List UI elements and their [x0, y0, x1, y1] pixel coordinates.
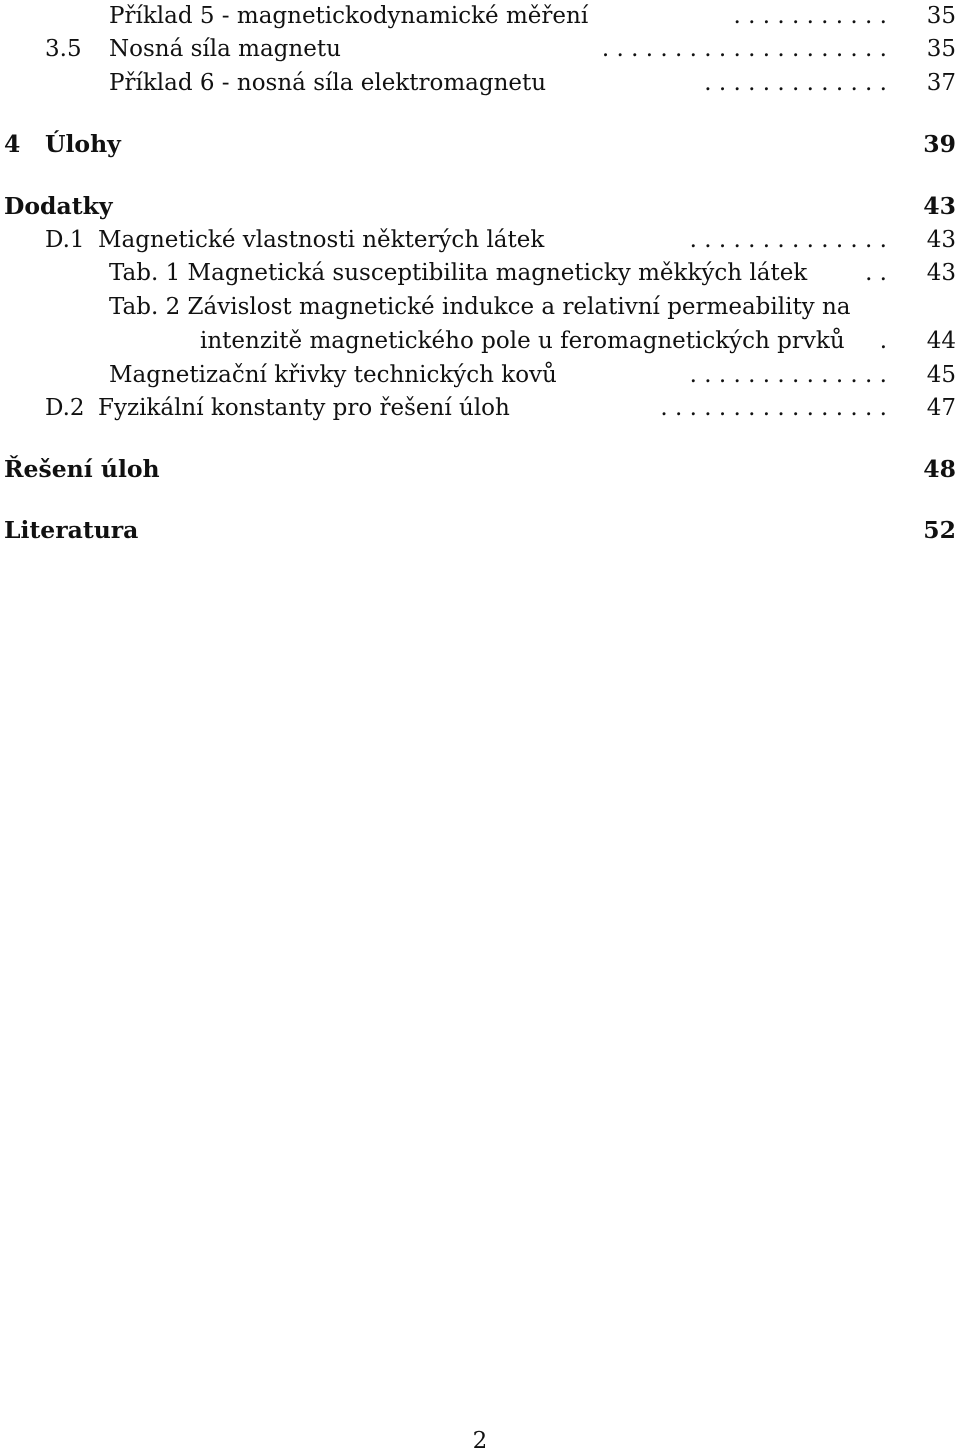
toc-page-number: 45: [926, 362, 956, 388]
toc-page-number: 43: [926, 260, 956, 286]
leader-dots: .: [879, 328, 887, 354]
toc-chapter-number: 4: [4, 130, 21, 158]
toc-page-number: 37: [926, 70, 956, 96]
toc-entry[interactable]: [0, 1, 960, 31]
toc-entry[interactable]: [0, 258, 960, 288]
toc-page-number: 47: [926, 395, 956, 421]
toc-chapter-title: Úlohy: [45, 130, 121, 158]
toc-entry[interactable]: [0, 68, 960, 98]
toc-entry[interactable]: [0, 225, 960, 255]
leader-dots: . . . . . . . . . . . . . .: [689, 362, 887, 388]
toc-chapter-title: Literatura: [4, 516, 139, 544]
toc-entry-title: Magnetické vlastnosti některých látek: [98, 227, 545, 253]
toc-section-number: 3.5: [45, 36, 82, 62]
toc-entry[interactable]: [0, 393, 960, 423]
leader-dots: . . . . . . . . . . . . . .: [689, 227, 887, 253]
toc-chapter-title: Řešení úloh: [4, 455, 160, 483]
leader-dots: . . . . . . . . . . . . .: [704, 70, 887, 96]
toc-page-number: 44: [926, 328, 956, 354]
leader-dots: . .: [865, 260, 887, 286]
toc-entry-title: Nosná síla magnetu: [109, 36, 341, 62]
toc-entry-title: Tab. 1 Magnetická susceptibilita magneticky měkkých látek: [109, 260, 808, 286]
page-number: 2: [472, 1428, 488, 1454]
toc-chapter[interactable]: [0, 129, 960, 159]
toc-entry-title: Tab. 2 Závislost magnetické indukce a relativní permeability na: [109, 294, 851, 320]
toc-entry[interactable]: [0, 34, 960, 64]
toc-entry-title: Příklad 6 - nosná síla elektromagnetu: [109, 70, 547, 96]
toc-page-number: 39: [923, 130, 956, 158]
toc-page-number: 43: [923, 192, 956, 220]
toc-chapter[interactable]: [0, 454, 960, 484]
toc-section-number: D.2: [45, 395, 85, 421]
toc-entry[interactable]: [0, 292, 960, 322]
toc-chapter[interactable]: [0, 515, 960, 545]
leader-dots: . . . . . . . . . . .: [733, 3, 887, 29]
toc-section-number: D.1: [45, 227, 85, 253]
toc-page-number: 52: [923, 516, 956, 544]
toc-entry-title: intenzitě magnetického pole u feromagnetických prvků: [200, 328, 845, 354]
toc-entry[interactable]: [0, 360, 960, 390]
toc-entry-title: Příklad 5 - magnetickodynamické měření: [109, 3, 589, 29]
toc-chapter[interactable]: [0, 191, 960, 221]
toc-entry-title: Magnetizační křivky technických kovů: [109, 362, 557, 388]
toc-chapter-title: Dodatky: [4, 192, 113, 220]
toc-page-number: 48: [923, 455, 956, 483]
toc-page-number: 35: [926, 3, 956, 29]
toc-page-number: 43: [926, 227, 956, 253]
toc-entry-title: Fyzikální konstanty pro řešení úloh: [98, 395, 510, 421]
toc-entry-continuation[interactable]: [0, 326, 960, 356]
leader-dots: . . . . . . . . . . . . . . . .: [660, 395, 887, 421]
toc-page-number: 35: [926, 36, 956, 62]
leader-dots: . . . . . . . . . . . . . . . . . . . .: [601, 36, 887, 62]
